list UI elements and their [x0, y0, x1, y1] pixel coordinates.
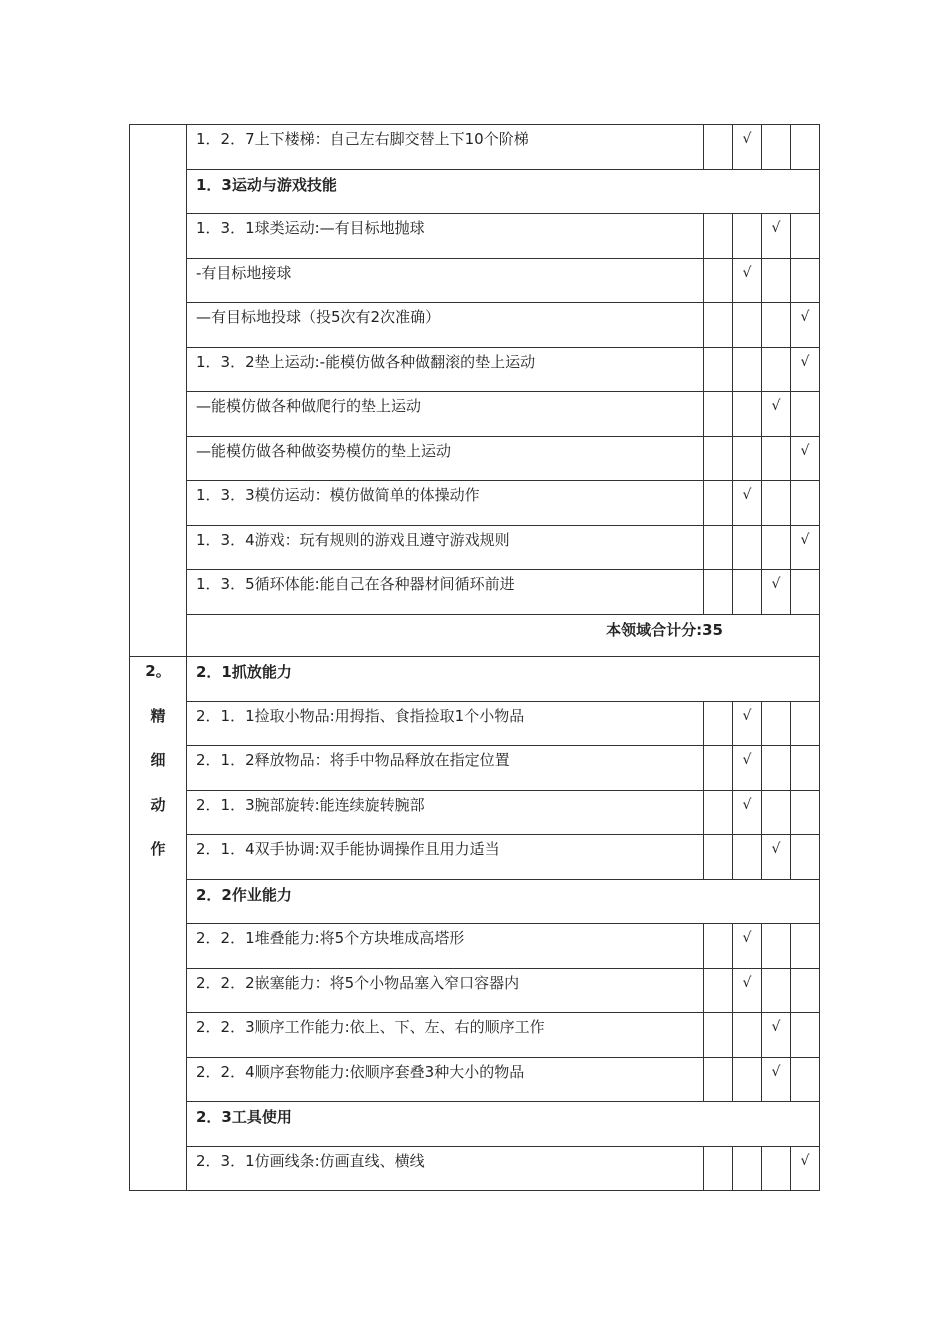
- table-row: [130, 835, 820, 880]
- score-cell-3: [762, 303, 791, 348]
- score-cell-2: [733, 348, 762, 392]
- score-cell-1: [704, 392, 733, 437]
- table-row: [130, 392, 820, 437]
- section-heading-row: [130, 1102, 820, 1147]
- score-cell-1: [704, 746, 733, 791]
- score-cell-2: [733, 702, 762, 746]
- table-row: [130, 791, 820, 835]
- check-mark: √: [771, 398, 781, 414]
- assessment-table: [129, 124, 820, 1191]
- table-row: [130, 746, 820, 791]
- item-text: —能模仿做各种做姿势模仿的垫上运动: [187, 437, 704, 481]
- score-cell-4: [791, 924, 820, 969]
- table-row: [130, 526, 820, 570]
- score-cell-4: [791, 1013, 820, 1058]
- table-row: [130, 702, 820, 746]
- item-text: 1．3．4游戏：玩有规则的游戏且遵守游戏规则: [187, 526, 704, 570]
- score-cell-4: [791, 392, 820, 437]
- score-cell-3: [762, 214, 791, 259]
- score-cell-4: [791, 481, 820, 526]
- score-cell-1: [704, 835, 733, 880]
- table-row: [130, 481, 820, 526]
- score-cell-1: [704, 526, 733, 570]
- score-cell-1: [704, 570, 733, 615]
- score-cell-4: [791, 791, 820, 835]
- check-mark: √: [742, 752, 752, 768]
- item-text: 2．2．3顺序工作能力:依上、下、左、右的顺序工作: [187, 1013, 704, 1058]
- score-cell-2: [733, 835, 762, 880]
- item-text: 2．2．4顺序套物能力:依顺序套叠3种大小的物品: [187, 1058, 704, 1102]
- score-cell-4: [791, 125, 820, 170]
- domain-label-char: 作: [150, 840, 166, 858]
- item-text: 1．3．3模仿运动：模仿做简单的体操动作: [187, 481, 704, 526]
- score-cell-3: [762, 570, 791, 615]
- score-cell-1: [704, 348, 733, 392]
- domain-label-char: 2。: [145, 662, 171, 680]
- score-cell-2: [733, 791, 762, 835]
- item-text: 2．1．2释放物品：将手中物品释放在指定位置: [187, 746, 704, 791]
- domain-label-cell: [130, 657, 187, 1191]
- score-cell-1: [704, 702, 733, 746]
- section-heading: 2．3工具使用: [187, 1102, 820, 1147]
- item-text: 2．2．1堆叠能力:将5个方块堆成高塔形: [187, 924, 704, 969]
- check-mark: √: [771, 1064, 781, 1080]
- score-cell-1: [704, 1013, 733, 1058]
- domain-label-cell: [130, 125, 187, 657]
- check-mark: √: [800, 443, 810, 459]
- score-cell-3: [762, 125, 791, 170]
- table-row: [130, 924, 820, 969]
- item-text: 1．3．2垫上运动:-能模仿做各种做翻滚的垫上运动: [187, 348, 704, 392]
- score-cell-4: [791, 1058, 820, 1102]
- check-mark: √: [742, 708, 752, 724]
- item-text: 2．1．4双手协调:双手能协调操作且用力适当: [187, 835, 704, 880]
- check-mark: √: [742, 265, 752, 281]
- check-mark: √: [800, 532, 810, 548]
- section-heading: 2．2作业能力: [187, 880, 820, 924]
- score-cell-3: [762, 1013, 791, 1058]
- table-row: [130, 1013, 820, 1058]
- table-row: [130, 125, 820, 170]
- score-cell-3: [762, 392, 791, 437]
- item-text: 1．2．7上下楼梯：自己左右脚交替上下10个阶梯: [187, 125, 704, 170]
- score-cell-3: [762, 969, 791, 1013]
- item-text: 1．3．5循环体能:能自己在各种器材间循环前进: [187, 570, 704, 615]
- section-heading-row: [130, 880, 820, 924]
- domain-total: 本领域合计分:35: [187, 615, 820, 657]
- check-mark: √: [800, 1153, 810, 1169]
- score-cell-1: [704, 214, 733, 259]
- domain-label-char: 精: [150, 706, 166, 725]
- item-text: 2．3．1仿画线条:仿画直线、横线: [187, 1147, 704, 1191]
- score-cell-2: [733, 746, 762, 791]
- table-row: [130, 259, 820, 303]
- table-row: [130, 969, 820, 1013]
- item-text: —能模仿做各种做爬行的垫上运动: [187, 392, 704, 437]
- score-cell-1: [704, 259, 733, 303]
- score-cell-4: [791, 702, 820, 746]
- score-cell-3: [762, 746, 791, 791]
- check-mark: √: [742, 131, 752, 147]
- score-cell-3: [762, 348, 791, 392]
- check-mark: √: [771, 576, 781, 592]
- domain-label-char: 动: [150, 795, 166, 814]
- score-cell-2: [733, 969, 762, 1013]
- score-cell-4: [791, 570, 820, 615]
- total-row: [130, 615, 820, 657]
- score-cell-2: [733, 570, 762, 615]
- score-cell-1: [704, 125, 733, 170]
- score-cell-4: [791, 969, 820, 1013]
- section-heading: 1．3运动与游戏技能: [187, 170, 820, 214]
- score-cell-3: [762, 259, 791, 303]
- table-row: [130, 303, 820, 348]
- score-cell-2: [733, 437, 762, 481]
- score-cell-2: [733, 481, 762, 526]
- score-cell-4: [791, 303, 820, 348]
- score-cell-1: [704, 1058, 733, 1102]
- score-cell-2: [733, 1013, 762, 1058]
- item-text: 2．2．2嵌塞能力：将5个小物品塞入窄口容器内: [187, 969, 704, 1013]
- score-cell-2: [733, 1147, 762, 1191]
- score-cell-4: [791, 1147, 820, 1191]
- score-cell-2: [733, 214, 762, 259]
- score-cell-1: [704, 969, 733, 1013]
- check-mark: √: [742, 975, 752, 991]
- score-cell-1: [704, 1147, 733, 1191]
- check-mark: √: [771, 841, 781, 857]
- table-row: [130, 437, 820, 481]
- table-row: [130, 1058, 820, 1102]
- item-text: 2．1．3腕部旋转:能连续旋转腕部: [187, 791, 704, 835]
- table-row: [130, 348, 820, 392]
- score-cell-2: [733, 1058, 762, 1102]
- score-cell-2: [733, 924, 762, 969]
- score-cell-3: [762, 924, 791, 969]
- score-cell-2: [733, 125, 762, 170]
- table-row: [130, 214, 820, 259]
- score-cell-4: [791, 348, 820, 392]
- item-text: -有目标地接球: [187, 259, 704, 303]
- score-cell-1: [704, 924, 733, 969]
- score-cell-3: [762, 1147, 791, 1191]
- check-mark: √: [800, 354, 810, 370]
- section-heading-row: [130, 170, 820, 214]
- score-cell-3: [762, 481, 791, 526]
- check-mark: √: [742, 797, 752, 813]
- score-cell-1: [704, 481, 733, 526]
- domain-label-char: 细: [150, 751, 166, 769]
- score-cell-4: [791, 259, 820, 303]
- score-cell-4: [791, 746, 820, 791]
- item-text: —有目标地投球（投5次有2次准确）: [187, 303, 704, 348]
- table-row: [130, 570, 820, 615]
- score-cell-4: [791, 835, 820, 880]
- score-cell-3: [762, 1058, 791, 1102]
- check-mark: √: [742, 487, 752, 503]
- check-mark: √: [800, 309, 810, 325]
- score-cell-3: [762, 437, 791, 481]
- score-cell-2: [733, 259, 762, 303]
- check-mark: √: [771, 220, 781, 236]
- table-row: [130, 1147, 820, 1191]
- item-text: 1．3．1球类运动:—有目标地抛球: [187, 214, 704, 259]
- item-text: 2．1．1捡取小物品:用拇指、食指捡取1个小物品: [187, 702, 704, 746]
- score-cell-4: [791, 214, 820, 259]
- section-heading-row: [130, 657, 820, 702]
- score-cell-2: [733, 303, 762, 348]
- score-cell-4: [791, 437, 820, 481]
- section-heading: 2．1抓放能力: [187, 657, 820, 702]
- score-cell-1: [704, 791, 733, 835]
- score-cell-3: [762, 526, 791, 570]
- score-cell-1: [704, 303, 733, 348]
- score-cell-4: [791, 526, 820, 570]
- score-cell-3: [762, 835, 791, 880]
- score-cell-3: [762, 702, 791, 746]
- score-cell-2: [733, 526, 762, 570]
- score-cell-3: [762, 791, 791, 835]
- check-mark: √: [742, 930, 752, 946]
- table-body: [130, 125, 820, 1191]
- score-cell-2: [733, 392, 762, 437]
- score-cell-1: [704, 437, 733, 481]
- check-mark: √: [771, 1019, 781, 1035]
